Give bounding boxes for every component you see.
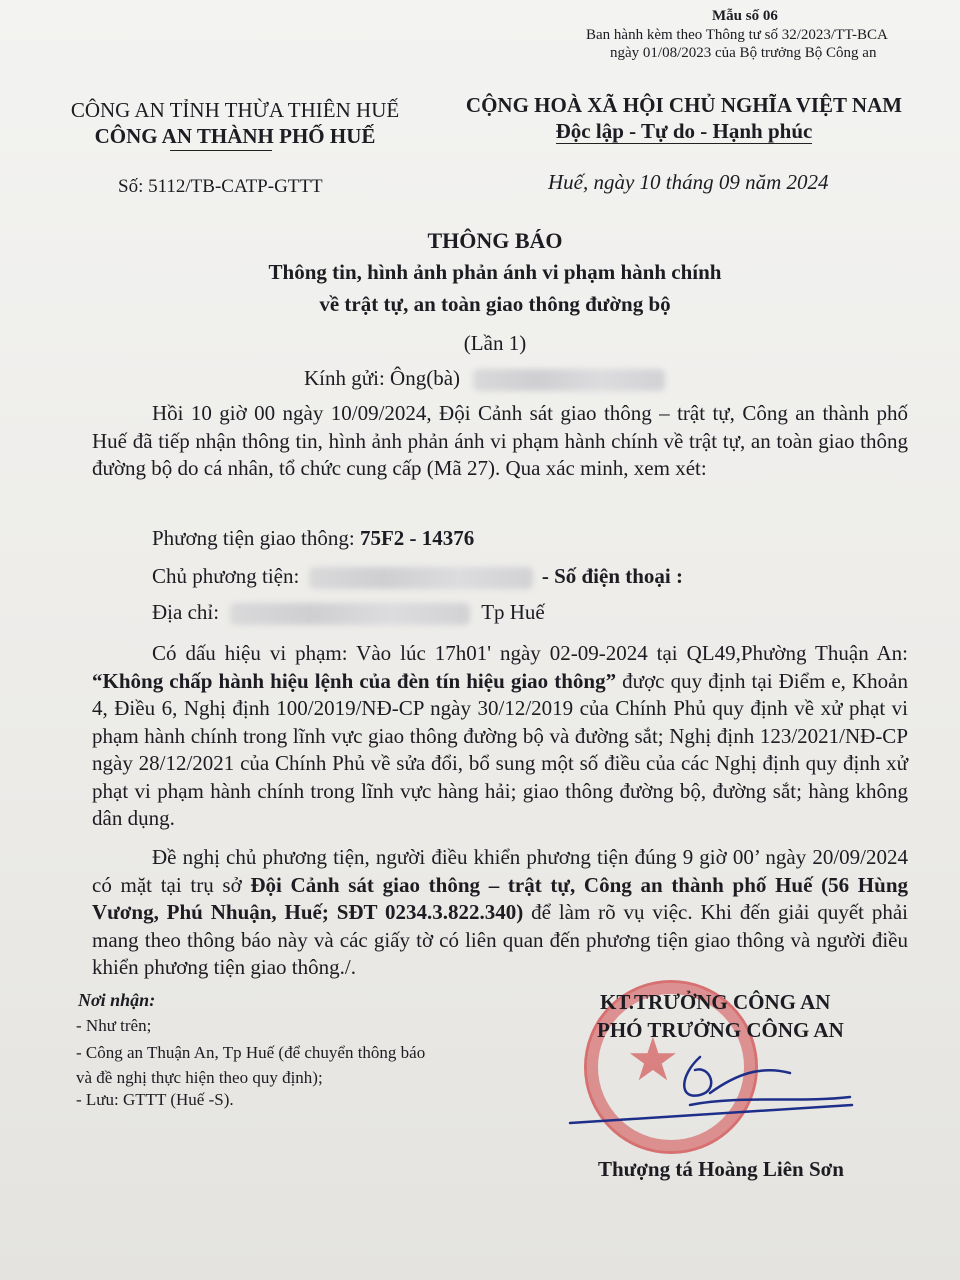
notice-subtitle-1: Thông tin, hình ảnh phản ánh vi phạm hành chính [268, 260, 722, 284]
form-number: Mẫu số 06 [712, 8, 778, 24]
form-issued-date: ngày 01/08/2023 của Bộ trưởng Bộ Công an [610, 45, 877, 61]
handwritten-signature [560, 1045, 860, 1140]
document-number: Số: 5112/TB-CATP-GTTT [118, 176, 323, 197]
recipient-line [304, 366, 665, 391]
signer-name: Thượng tá Hoàng Liên Sơn [598, 1157, 844, 1181]
seal-star-icon: ★ [626, 1027, 680, 1093]
country-name: CỘNG HOÀ XÃ HỘI CHỦ NGHĨA VIỆT NAM [465, 93, 903, 117]
request-intro: Đề nghị chủ phương tiện, người điều khiển phương tiện đúng 9 giờ 00’ ngày 20/09/2024 có mặt tại trụ sở [92, 845, 908, 897]
form-issued-with: Ban hành kèm theo Thông tư số 32/2023/TT-BCA [586, 27, 888, 43]
phone-label: - Số điện thoại : [541, 564, 684, 588]
redacted-recipient-name [473, 369, 665, 391]
intro-paragraph: Hồi 10 giờ 00 ngày 10/09/2024, Đội Cảnh sát giao thông – trật tự, Công an thành phố Huế đã tiếp nhận thông tin, hình ảnh phản ánh vi phạm hành chính về trật tự, an toàn giao thông đường bộ do cá nhân, tổ chức cung cấp (Mã 27). Qua xác minh, xem xét: [92, 401, 908, 480]
redacted-owner-name [309, 567, 533, 589]
violation-intro: Có dấu hiệu vi phạm: Vào lúc 17h01' ngày 02-09-2024 tại QL49,Phường Thuận An: [152, 641, 908, 665]
notice-title: THÔNG BÁO [427, 228, 563, 253]
vehicle-label: Phương tiện giao thông: [152, 526, 355, 550]
violation-legal-basis: được quy định tại Điểm e, Khoản 4, Điều 6, Nghị định 100/2019/NĐ-CP ngày 30/12/2019 của Chính Phủ quy định về xử phạt vi phạm hành chính trong lĩnh vực giao thông đường bộ và đường sắt; Nghị định 123/2021/NĐ-CP ngày 28/12/2021 của Chính Phủ về sửa đổi, bổ sung một số điều của các Nghị định quy định xử phạt vi phạm hành chính trong lĩnh vực hàng hải; giao thông đường bộ, đường sắt; hàng không dân dụng. [92, 668, 908, 830]
agency-name: CÔNG AN THÀNH PHỐ HUẾ [94, 124, 376, 148]
request-paragraph [92, 844, 908, 982]
place-date: Huế, ngày 10 tháng 09 năm 2024 [548, 170, 829, 194]
recipient-item: - Như trên; [76, 1016, 152, 1035]
address-city: Tp Huế [481, 600, 545, 624]
violation-paragraph [92, 640, 908, 833]
request-office: Đội Cảnh sát giao thông – trật tự, Công an thành phố Huế (56 Hùng Vương, Phú Nhuận, Huế; SĐT 0234.3.822.340) [92, 872, 908, 924]
signature-title-1: KT.TRƯỞNG CÔNG AN [600, 990, 831, 1014]
license-plate: 75F2 - 14376 [359, 526, 475, 550]
recipients-heading: Nơi nhận: [78, 990, 156, 1010]
recipient-label: Kính gửi: Ông(bà) [304, 366, 461, 390]
notice-round: (Lần 1) [463, 331, 527, 355]
recipient-item: - Lưu: GTTT (Huế -S). [76, 1090, 234, 1109]
agency-parent: CÔNG AN TỈNH THỪA THIÊN HUẾ [70, 98, 400, 122]
vehicle-line [152, 526, 474, 551]
signature-title-2: PHÓ TRƯỞNG CÔNG AN [597, 1018, 844, 1042]
owner-line [152, 564, 683, 589]
redacted-address [230, 603, 470, 625]
recipient-item: và đề nghị thực hiện theo quy định); [76, 1068, 323, 1087]
agency-underline [170, 150, 272, 151]
notice-subtitle-2: về trật tự, an toàn giao thông đường bộ [319, 292, 671, 316]
address-line [152, 600, 545, 625]
recipient-item: - Công an Thuận An, Tp Huế (để chuyển thông báo [76, 1043, 426, 1062]
violation-offense: “Không chấp hành hiệu lệnh của đèn tín hiệu giao thông” [92, 668, 617, 693]
owner-label: Chủ phương tiện: [152, 564, 300, 588]
national-motto: Độc lập - Tự do - Hạnh phúc [555, 119, 813, 143]
address-label: Địa chỉ: [152, 600, 220, 624]
request-rest: để làm rõ vụ việc. Khi đến giải quyết phải mang theo thông báo này và các giấy tờ có liên quan đến phương tiện giao thông và người điều khiển phương tiện giao thông./. [92, 900, 908, 979]
